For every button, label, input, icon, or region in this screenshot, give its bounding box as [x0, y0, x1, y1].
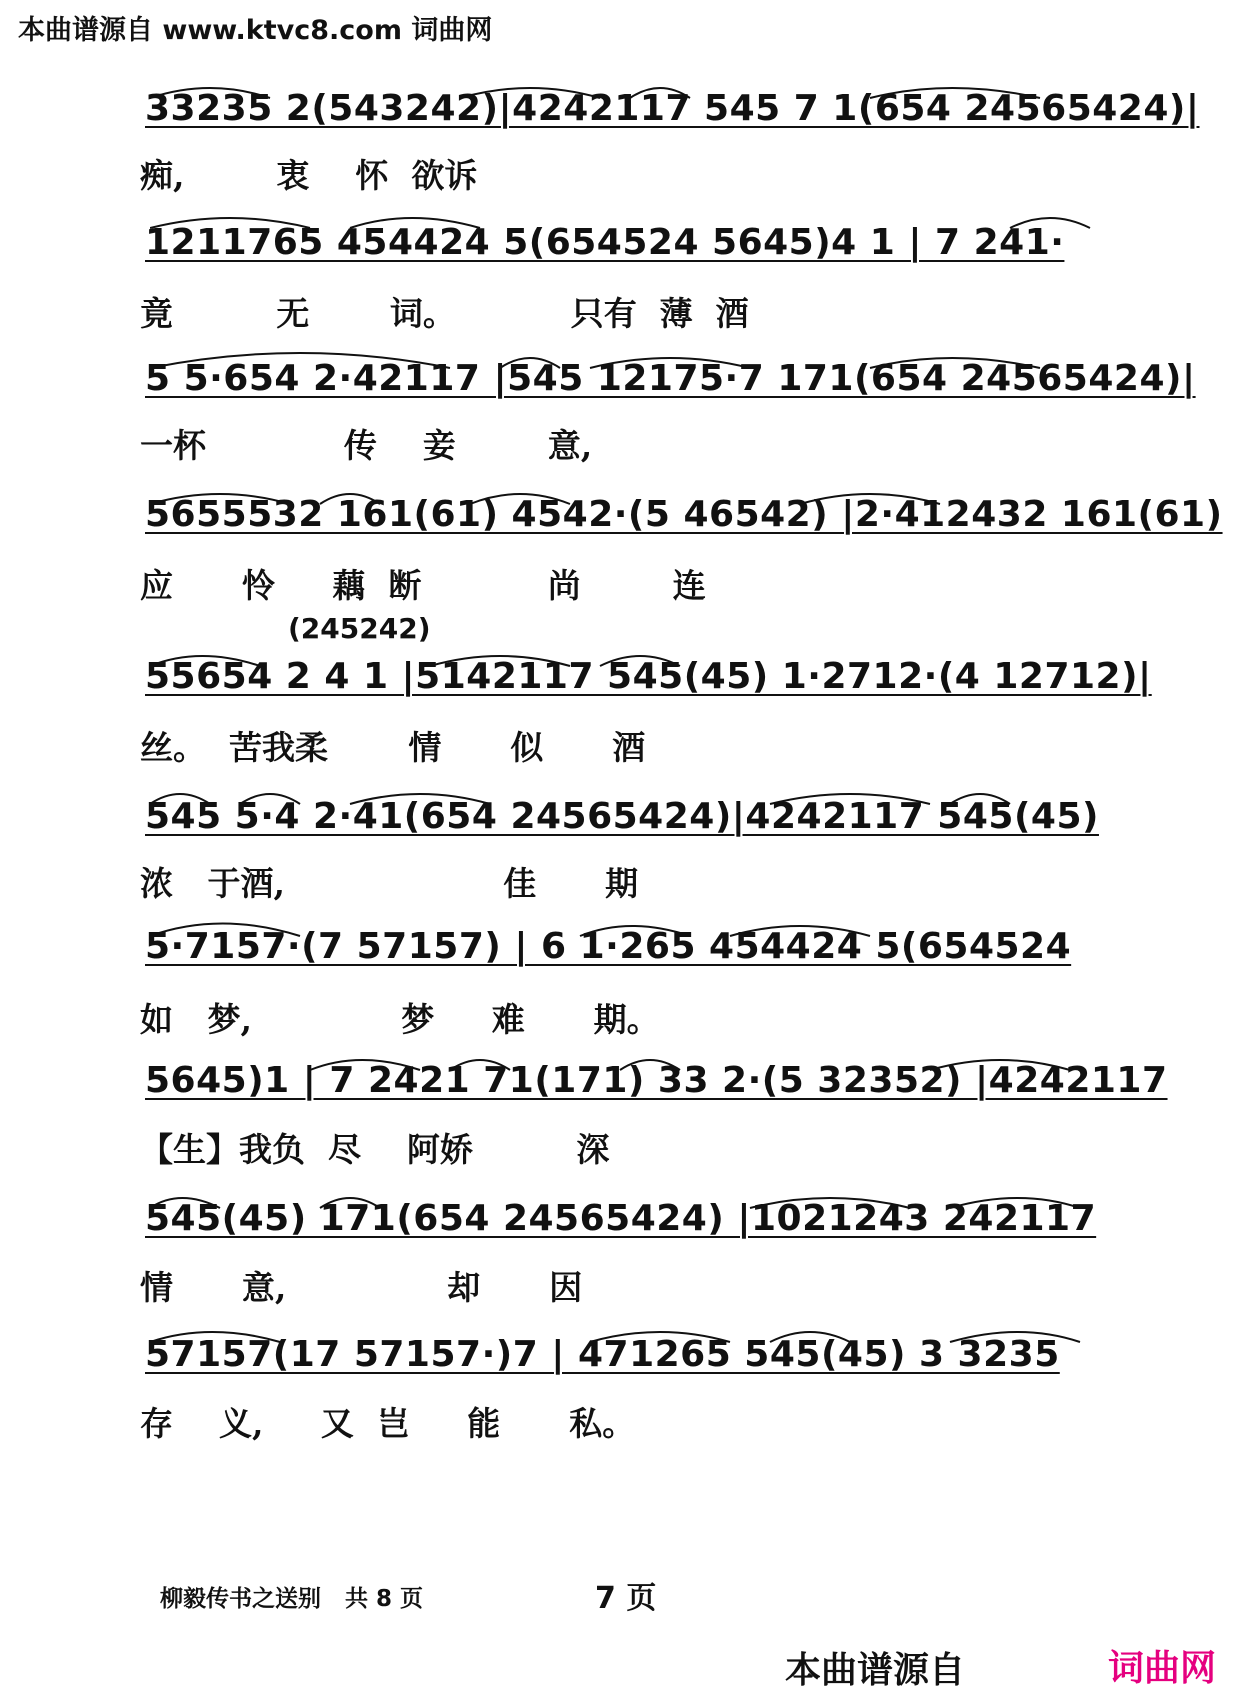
- system-2-lyrics: 竟 无 词。 只有 薄 酒: [140, 294, 749, 333]
- footer-title: 柳毅传书之送别 共 8 页: [160, 1586, 424, 1612]
- system-6-notes: 545 5·4 2·41(654 24565424)|4242117 545(45): [145, 796, 1099, 837]
- system-5-lyrics: 丝。 苦我柔 情 似 酒: [140, 728, 646, 767]
- system-8-lyrics: 【生】我负 尽 阿娇 深: [140, 1130, 610, 1169]
- watermark-bottom-right: 词曲网: [1108, 1648, 1217, 1689]
- system-8-notes: 5645)1 | 7 2421 71(171) 33 2·(5 32352) |4242117: [145, 1060, 1168, 1101]
- system-10-notes: 57157(17 57157·)7 | 471265 545(45) 3 3235: [145, 1334, 1060, 1375]
- system-2-notes: 1211765 454424 5(654524 5645)4 1 | 7 241·: [145, 222, 1065, 263]
- system-6-lyrics: 浓 于酒, 佳 期: [140, 864, 639, 903]
- system-3-notes: 5 5·654 2·42117 |545 12175·7 171(654 24565424)|: [145, 358, 1196, 399]
- watermark-top: 本曲谱源自 www.ktvc8.com 词曲网: [18, 15, 493, 46]
- system-4-lyrics: 应 怜 藕 断 尚 连: [140, 566, 706, 605]
- system-5-notes: 55654 2 4 1 |5142117 545(45) 1·2712·(4 12712)|: [145, 656, 1152, 697]
- ornament-annotation: (245242): [288, 612, 431, 645]
- system-7-lyrics: 如 梦, 梦 难 期。: [140, 1000, 660, 1039]
- system-4-notes: 5655532 161(61) 4542·(5 46542) |2·412432 161(61): [145, 494, 1223, 535]
- system-9-notes: 545(45) 171(654 24565424) |1021243 242117: [145, 1198, 1097, 1239]
- system-10-lyrics: 存 义, 又 岂 能 私。: [140, 1404, 636, 1443]
- page-number: 7 页: [595, 1581, 657, 1616]
- system-1-lyrics: 痴, 衷 怀 欲诉: [140, 156, 478, 195]
- system-1-notes: 33235 2(543242)|4242117 545 7 1(654 24565424)|: [145, 88, 1200, 129]
- system-7-notes: 5·7157·(7 57157) | 6 1·265 454424 5(654524: [145, 926, 1072, 967]
- system-9-lyrics: 情 意, 却 因: [140, 1268, 583, 1307]
- watermark-bottom-left: 本曲谱源自: [785, 1650, 966, 1691]
- system-3-lyrics: 一杯 传 妾 意,: [140, 426, 593, 465]
